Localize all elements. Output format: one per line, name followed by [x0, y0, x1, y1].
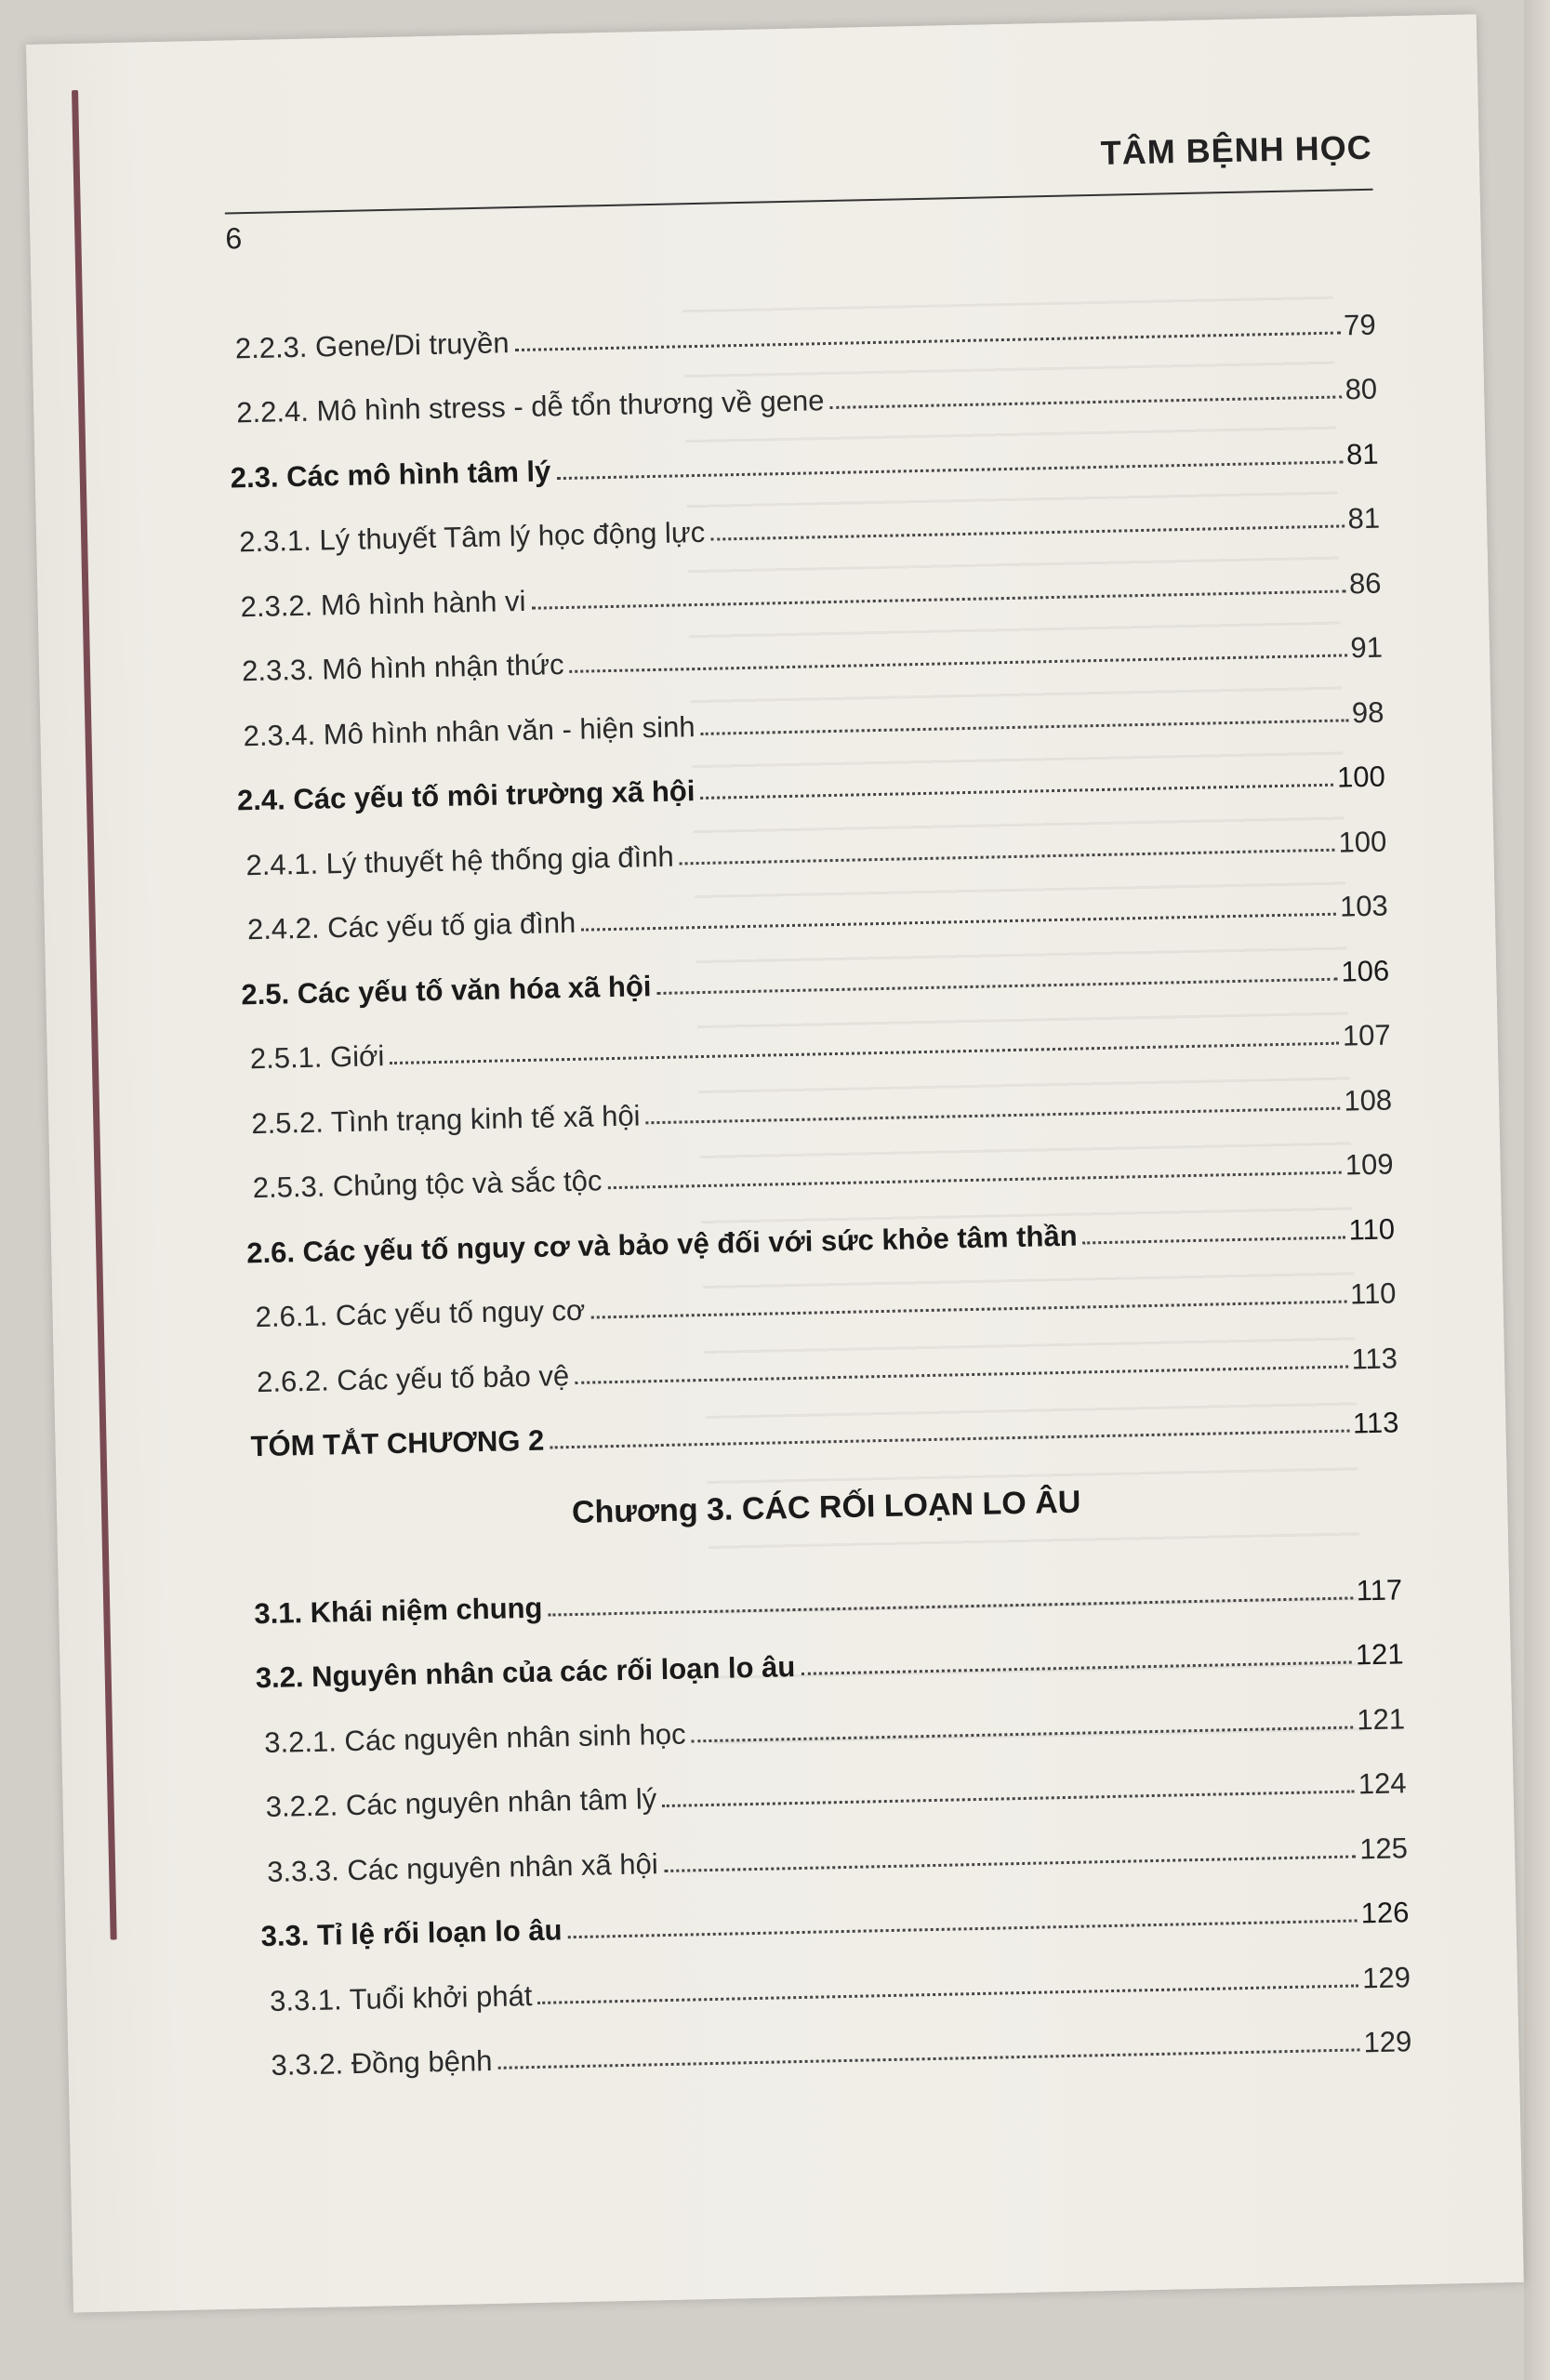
toc-entry-label: 3.3.1. Tuổi khởi phát	[269, 1978, 533, 2017]
toc-entry-page: 124	[1358, 1766, 1407, 1801]
chapter-heading: Chương 3. CÁC RỐI LOẠN LO ÂU	[571, 1484, 1081, 1530]
book-page	[26, 14, 1524, 2312]
toc-section-chapter-3	[253, 1541, 1411, 2082]
toc-entry-page: 100	[1338, 825, 1387, 859]
toc-entry-label: 2.4. Các yếu tố môi trường xã hội	[236, 774, 696, 817]
toc-entry-label: 2.5.3. Chủng tộc và sắc tộc	[252, 1164, 603, 1205]
toc-entry-label: 2.3.4. Mô hình nhân văn - hiện sinh	[243, 709, 696, 752]
toc-entry-label: 2.6.2. Các yếu tố bảo vệ	[256, 1358, 570, 1398]
toc-entry-label: 3.3.3. Các nguyên nhân xã hội	[266, 1846, 659, 1888]
toc-entry-page: 121	[1356, 1701, 1406, 1736]
dot-leader	[497, 2047, 1359, 2069]
toc-entry-page: 79	[1343, 308, 1376, 341]
toc-entry-label: 3.1. Khái niệm chung	[254, 1591, 543, 1630]
dot-leader	[829, 394, 1341, 409]
toc-entry-label: 2.5. Các yếu tố văn hóa xã hội	[241, 969, 652, 1011]
toc-entry-page: 81	[1345, 437, 1379, 470]
toc-entry-label: 2.2.4. Mô hình stress - dễ tổn thương về gene	[235, 384, 825, 430]
toc-entry-page: 98	[1351, 695, 1384, 729]
toc-entry-page: 91	[1350, 630, 1384, 665]
toc-entry-page: 86	[1348, 566, 1382, 600]
toc-entry-label: 2.3.1. Lý thuyết Tâm lý học động lực	[238, 515, 706, 559]
toc-entry-label: 2.3.3. Mô hình nhận thức	[241, 648, 564, 688]
toc-section-chapter-2	[227, 277, 1399, 1464]
toc-entry-label: 2.4.1. Lý thuyết hệ thống gia đình	[245, 840, 674, 881]
toc-entry-label: 3.2.2. Các nguyên nhân tâm lý	[265, 1782, 657, 1824]
next-page-edge	[1524, 0, 1550, 2380]
page-number: 6	[225, 221, 243, 256]
toc-entry-page: 108	[1343, 1082, 1393, 1117]
spine-band	[72, 90, 117, 1940]
toc-entry-page: 129	[1363, 2025, 1412, 2059]
toc-entry-label: 2.6.1. Các yếu tố nguy cơ	[255, 1293, 586, 1334]
toc-entry-page: 107	[1342, 1018, 1391, 1052]
book-title: TÂM BỆNH HỌC	[1100, 127, 1373, 172]
toc-entry-page: 113	[1352, 1406, 1399, 1440]
toc-entry-page: 126	[1360, 1896, 1410, 1930]
toc-entry-page: 129	[1361, 1960, 1411, 1994]
toc-entry-label: 2.3. Các mô hình tâm lý	[230, 454, 551, 494]
toc-entry-label: 3.3.2. Đồng bệnh	[271, 2043, 493, 2082]
toc-entry-page: 113	[1351, 1341, 1398, 1375]
toc-entry-label: 2.4.2. Các yếu tố gia đình	[246, 906, 576, 946]
toc-entry-page: 81	[1347, 501, 1381, 536]
toc-entry-label: 2.6. Các yếu tố nguy cơ và bảo vệ đối với sức khỏe tâm thần	[245, 1219, 1078, 1269]
toc-entry-page: 110	[1348, 1211, 1396, 1246]
toc-entry-label: 3.2.1. Các nguyên nhân sinh học	[263, 1717, 686, 1759]
table-of-contents	[227, 277, 1412, 2082]
toc-entry-page: 100	[1336, 760, 1386, 794]
page-content	[223, 100, 1412, 2082]
toc-entry-page: 121	[1355, 1637, 1404, 1672]
toc-entry-label: 2.3.2. Mô hình hành vi	[240, 584, 526, 623]
toc-entry-page: 80	[1345, 372, 1378, 406]
toc-entry-label: 2.2.3. Gene/Di truyền	[234, 325, 510, 364]
toc-entry-page: 106	[1341, 954, 1390, 988]
toc-entry-page: 117	[1356, 1572, 1403, 1606]
toc-entry-label: 2.5.1. Giới	[249, 1039, 385, 1076]
toc-entry-page: 110	[1349, 1276, 1397, 1311]
toc-entry-page: 109	[1345, 1147, 1394, 1182]
toc-entry-label: TÓM TẮT CHƯƠNG 2	[250, 1423, 545, 1463]
toc-entry-page: 103	[1339, 889, 1389, 923]
toc-entry-page: 125	[1358, 1831, 1409, 1865]
toc-entry-label: 3.3. Tỉ lệ rối loạn lo âu	[260, 1913, 563, 1953]
dot-leader	[1083, 1235, 1345, 1244]
running-header	[223, 100, 1373, 256]
dot-leader	[550, 1429, 1349, 1449]
toc-entry-label: 3.2. Nguyên nhân của các rối loạn lo âu	[255, 1650, 796, 1695]
header-rule	[225, 189, 1373, 215]
toc-entry-label: 2.5.2. Tình trạng kinh tế xã hội	[250, 1098, 641, 1140]
